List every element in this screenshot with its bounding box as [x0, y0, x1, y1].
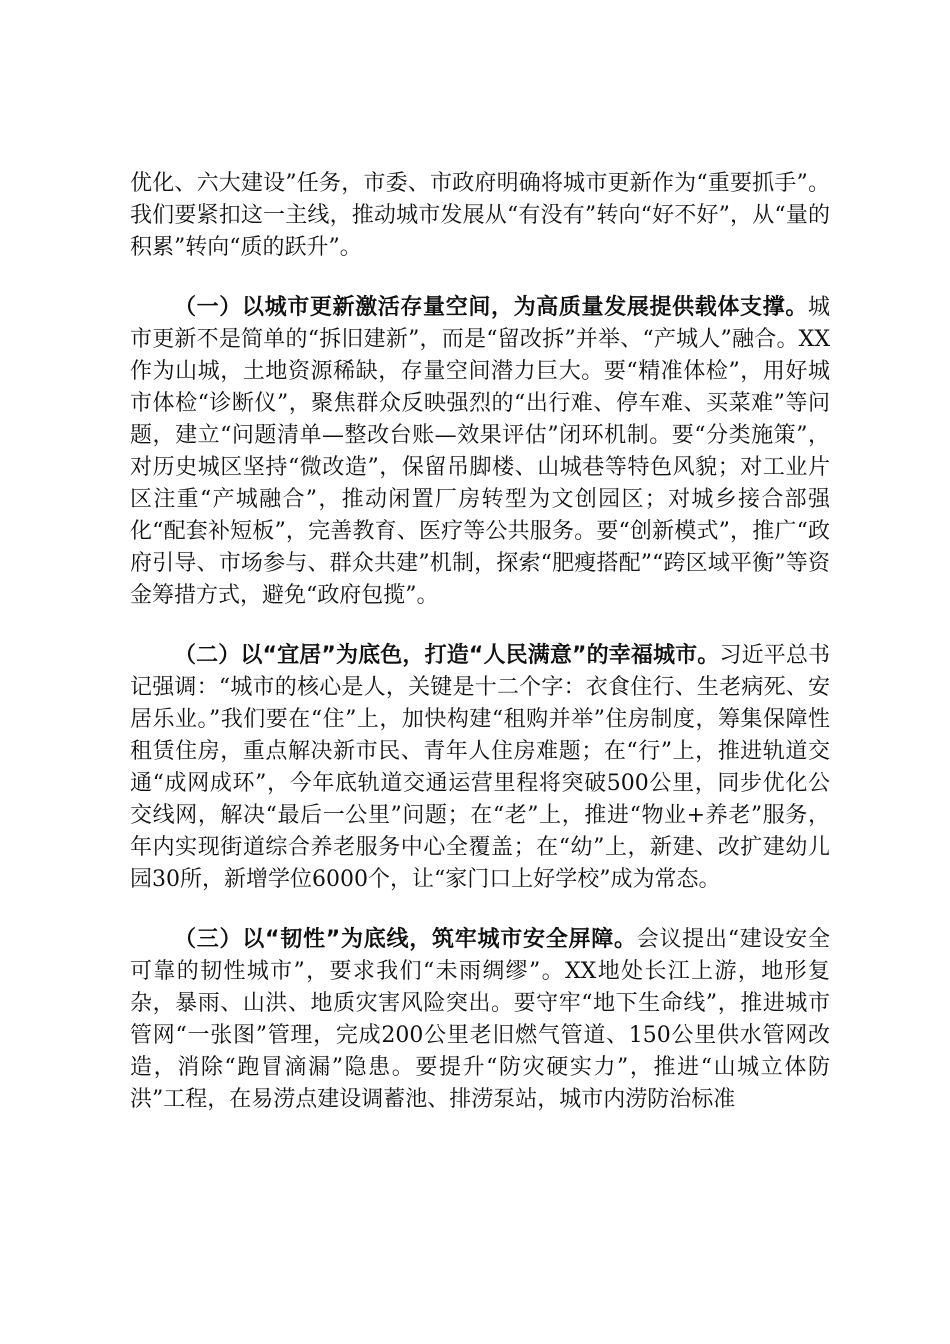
paragraph-section-1 [130, 292, 830, 612]
section-3-heading: （三）以“韧性”为底线，筑牢城市安全屏障。 [174, 927, 637, 952]
section-2-text: 习近平总书记强调：“城市的核心是人，关键是十二个字：衣食住行、生老病死、安居乐业。”我们要在“住”上，加快构建“租购并举”住房制度，筹集保障性租赁住房，重点解决新市民、青年人住房难题；在“行”上，推进轨道交通“成网成环”，今年底轨道交通运营里程将突破500公里，同步优化公交线网，解决“最后一公里”问题；在“老”上，推进“物业+养老”服务，年内实现街道综合养老服务中心全覆盖；在“幼”上，新建、改扩建幼儿园30所，新增学位6000个，让“家门口上好学校”成为常态。 [130, 643, 830, 892]
paragraph-gap [130, 264, 830, 292]
section-3-text: 会议提出“建设安全可靠的韧性城市”，要求我们“未雨绸缪”。XX地处长江上游，地形复杂，暴雨、山洪、地质灾害风险突出。要守牢“地下生命线”，推进城市管网“一张图”管理，完成200公里老旧燃气管道、150公里供水管网改造，消除“跑冒滴漏”隐患。要提升“防灾硬实力”，推进“山城立体防洪”工程，在易涝点建设调蓄池、排涝泵站，城市内涝防治标准 [130, 927, 831, 1112]
section-2-heading: （二）以“宜居”为底色，打造“人民满意”的幸福城市。 [174, 643, 720, 668]
paragraph-intro [130, 168, 830, 264]
paragraph-section-2 [130, 640, 830, 896]
paragraph-section-3 [130, 924, 830, 1116]
paragraph-gap [130, 612, 830, 640]
paragraph-intro-text: 优化、六大建设”任务，市委、市政府明确将城市更新作为“重要抓手”。我们要紧扣这一主线，推动城市发展从“有没有”转向“好不好”，从“量的积累”转向“质的跃升”。 [130, 171, 830, 260]
paragraph-gap [130, 896, 830, 924]
section-1-text: 城市更新不是简单的“拆旧建新”，而是“留改拆”并举、“产城人”融合。XX作为山城，土地资源稀缺，存量空间潜力巨大。要“精准体检”，用好城市体检“诊断仪”，聚焦群众反映强烈的“出行难、停车难、买菜难”等问题，建立“问题清单—整改台账—效果评估”闭环机制。要“分类施策”，对历史城区坚持“微改造”，保留吊脚楼、山城巷等特色风貌；对工业片区注重“产城融合”，推动闲置厂房转型为文创园区；对城乡接合部强化“配套补短板”，完善教育、医疗等公共服务。要“创新模式”，推广“政府引导、市场参与、群众共建”机制，探索“肥瘦搭配”“跨区域平衡”等资金筹措方式，避免“政府包揽”。 [130, 295, 830, 608]
section-1-heading: （一）以城市更新激活存量空间，为高质量发展提供载体支撑。 [174, 295, 808, 320]
document-body [130, 168, 830, 1116]
